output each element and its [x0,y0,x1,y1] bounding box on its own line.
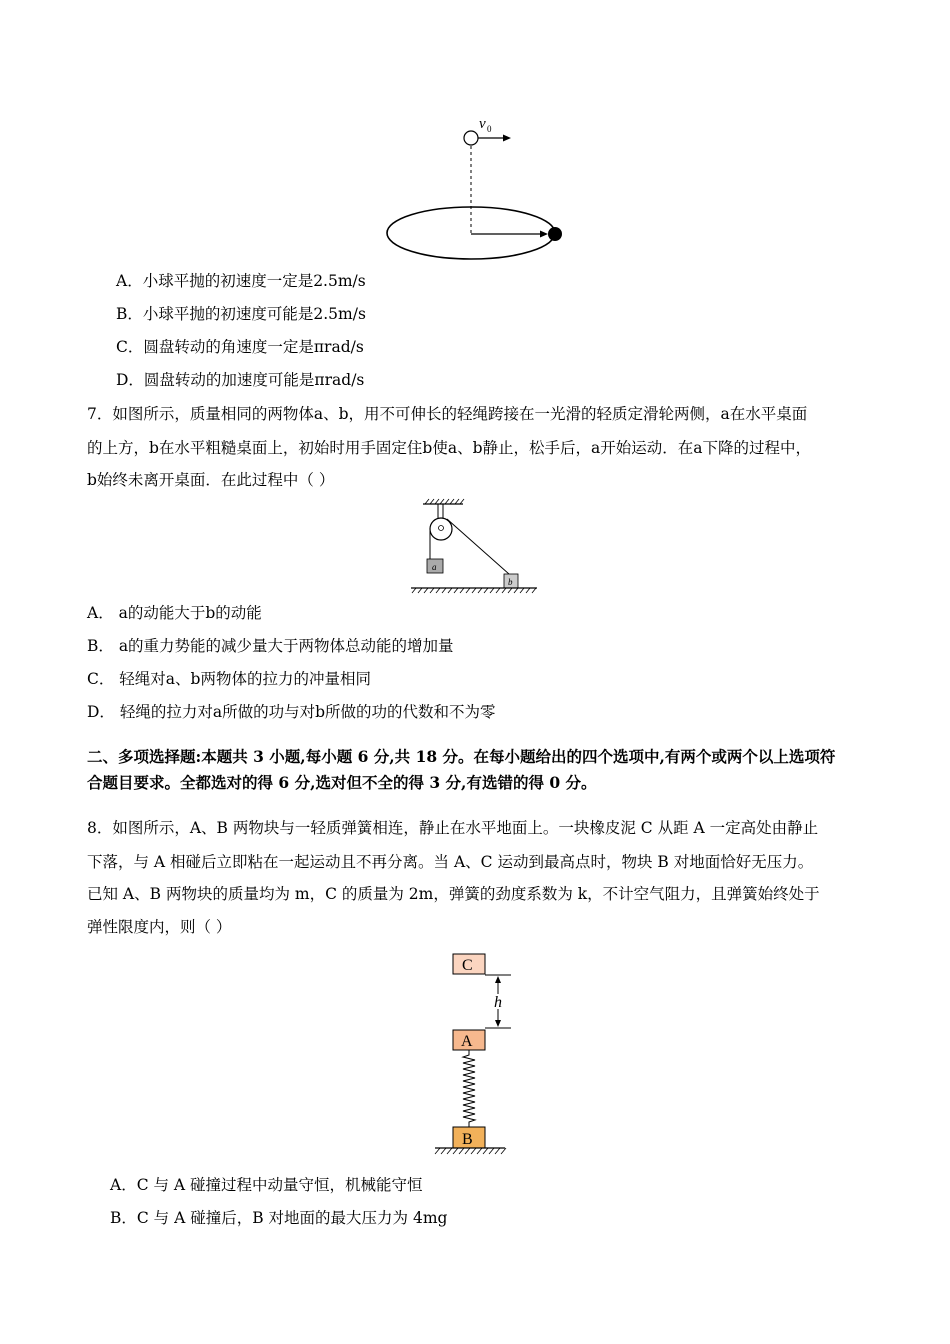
spring-blocks-figure [420,945,540,1165]
q6-option-b: B．小球平抛的初速度可能是2.5m/s [116,305,366,323]
q7-option-b: B． a的重力势能的减少量大于两物体总动能的增加量 [87,637,454,655]
ground-hatch [435,1148,506,1154]
velocity-arrowhead [503,135,511,142]
section2-heading-line-1: 二、多项选择题:本题共 3 小题,每小题 6 分,共 18 分。在每小题给出的四个选项中,有两个或两个以上选项符 [87,747,836,766]
disc-edge-point [548,227,562,241]
pulley-axle [439,526,444,531]
rope-to-b [447,519,509,574]
height-arrow-up [495,976,501,983]
block-b-label: B [462,1131,473,1148]
q8-option-b: B．C 与 A 碰撞后，B 对地面的最大压力为 4mg [110,1209,448,1227]
q8-stem-line-2: 下落，与 A 相碰后立即粘在一起运动且不再分离。当 A、C 运动到最高点时，物块 B 对地面恰好无压力。 [87,853,814,871]
pulley-figure [405,495,545,595]
q6-option-a: A．小球平抛的初速度一定是2.5m/s [116,272,366,290]
q7-option-c: C． 轻绳对a、b两物体的拉力的冲量相同 [87,670,371,688]
ball-start [464,131,478,145]
spring [463,1050,475,1127]
block-a-label: a [432,562,437,572]
q6-option-c: C．圆盘转动的角速度一定是πrad/s [116,338,364,356]
block-a-label: A [461,1033,473,1050]
block-b-label: b [508,577,513,587]
q7-option-d: D． 轻绳的拉力对a所做的功与对b所做的功的代数和不为零 [87,703,496,721]
projectile-disc-figure [380,110,580,270]
ceiling-hatch [425,499,464,504]
q7-stem-line-1: 7．如图所示，质量相同的两物体a、b，用不可伸长的轻绳跨接在一光滑的轻质定滑轮两侧，a在水平桌面 [87,405,808,423]
q8-stem-line-4: 弹性限度内，则（ ） [87,918,232,936]
q7-option-a: A． a的动能大于b的动能 [87,604,262,622]
block-c-label: C [462,957,473,974]
v0-subscript: 0 [487,124,492,134]
q8-option-a: A．C 与 A 碰撞过程中动量守恒，机械能守恒 [110,1176,423,1194]
height-label: h [494,994,502,1011]
q8-stem-line-3: 已知 A、B 两物块的质量均为 m，C 的质量为 2m，弹簧的劲度系数为 k，不计空气阻力，且弹簧始终处于 [87,885,820,903]
radius-arrowhead [540,231,548,238]
q7-stem-line-2: 的上方，b在水平粗糙桌面上，初始时用手固定住b使a、b静止，松手后，a开始运动．在a下降的过程中， [87,439,811,457]
table-hatch [412,588,536,593]
v0-label: v [479,116,486,132]
section2-heading-line-2: 合题目要求。全都选对的得 6 分,选对但不全的得 3 分,有选错的得 0 分。 [87,773,597,792]
q7-stem-line-3: b始终未离开桌面．在此过程中（ ） [87,471,335,489]
height-arrow-down [495,1020,501,1027]
q8-stem-line-1: 8．如图所示，A、B 两物块与一轻质弹簧相连，静止在水平地面上。一块橡皮泥 C 从距 A 一定高处由静止 [87,819,819,837]
q6-option-d: D．圆盘转动的加速度可能是πrad/s [116,371,365,389]
